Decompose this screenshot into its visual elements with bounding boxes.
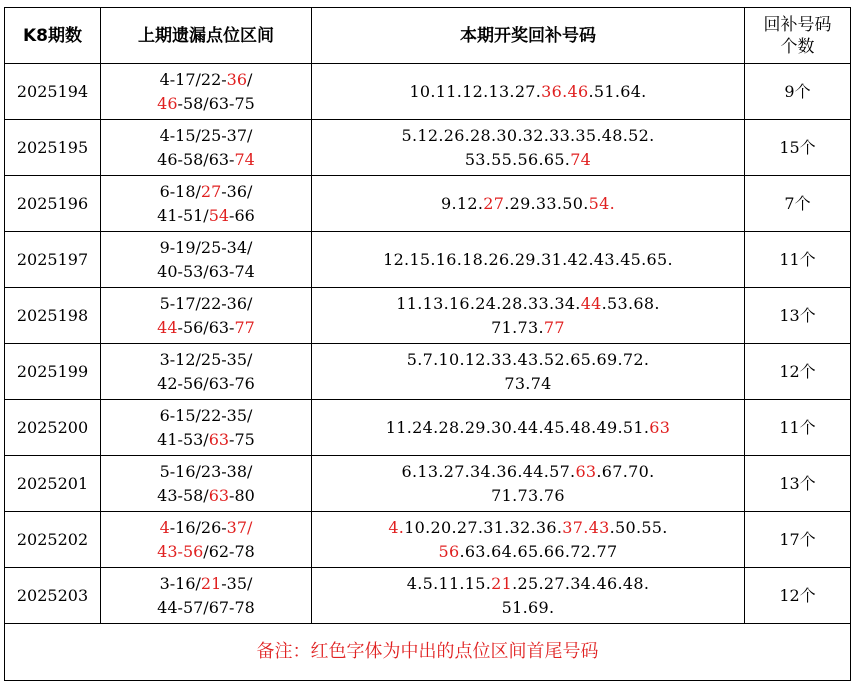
- cell-line: [103, 540, 309, 564]
- highlight-number: 54.: [588, 193, 615, 213]
- highlight-number: 21: [200, 573, 222, 593]
- numbers-cell: [312, 232, 745, 288]
- header-period: K8期数: [5, 8, 101, 64]
- highlight-number: 27: [483, 193, 505, 213]
- number-text: /: [247, 69, 253, 89]
- number-text: 12.15.16.18.26.29.31.42.43.45.65.: [383, 249, 673, 269]
- cell-line: [103, 148, 309, 172]
- number-text: 9-19/25-34/: [159, 237, 253, 257]
- number-text: 5-17/22-36/: [159, 293, 253, 313]
- number-text: .67.70.: [596, 461, 655, 481]
- header-row: [5, 8, 851, 64]
- range-cell: [101, 568, 312, 624]
- numbers-cell: [312, 568, 745, 624]
- table-row: [5, 512, 851, 568]
- highlight-number: 74: [570, 149, 592, 169]
- numbers-cell: [312, 400, 745, 456]
- number-text: 41-53/: [157, 429, 209, 449]
- number-text: .25.27.34.46.48.: [512, 573, 650, 593]
- count-cell: 13个: [745, 288, 851, 344]
- cell-line: [103, 428, 309, 452]
- number-text: 6-15/22-35/: [159, 405, 253, 425]
- period-cell: 2025199: [5, 344, 101, 400]
- table-row: [5, 456, 851, 512]
- range-cell: [101, 456, 312, 512]
- count-cell: 12个: [745, 568, 851, 624]
- number-text: 73.74: [504, 373, 552, 393]
- cell-line: [314, 316, 742, 340]
- cell-line: [103, 572, 309, 596]
- number-text: 9.12.: [441, 193, 484, 213]
- number-text: 40-53/63-74: [157, 261, 255, 281]
- number-text: 11.13.16.24.28.33.34.: [396, 293, 581, 313]
- period-cell: 2025200: [5, 400, 101, 456]
- range-cell: [101, 64, 312, 120]
- number-text: 5.12.26.28.30.32.33.35.48.52.: [401, 125, 655, 145]
- number-text: .63.64.65.66.72.77: [459, 541, 618, 561]
- number-text: 46-58/63-: [157, 149, 235, 169]
- number-text: -35/: [221, 573, 253, 593]
- cell-line: [103, 92, 309, 116]
- range-cell: [101, 400, 312, 456]
- number-text: -36/: [221, 181, 253, 201]
- cell-line: [314, 292, 742, 316]
- highlight-number: 63: [208, 429, 230, 449]
- table-row: [5, 568, 851, 624]
- cell-line: [103, 180, 309, 204]
- cell-line: [314, 540, 742, 564]
- number-text: -56/63-: [177, 317, 235, 337]
- number-text: 3-12/25-35/: [159, 349, 253, 369]
- cell-line: [103, 260, 309, 284]
- number-text: 71.73.76: [491, 485, 565, 505]
- period-cell: 2025195: [5, 120, 101, 176]
- number-text: 71.73.: [491, 317, 544, 337]
- cell-line: [314, 596, 742, 620]
- cell-line: [103, 236, 309, 260]
- numbers-cell: [312, 288, 745, 344]
- period-cell: 2025197: [5, 232, 101, 288]
- table-row: [5, 288, 851, 344]
- lottery-table: [4, 7, 851, 681]
- range-cell: [101, 176, 312, 232]
- cell-line: [103, 596, 309, 620]
- range-cell: [101, 512, 312, 568]
- count-cell: 11个: [745, 232, 851, 288]
- highlight-number: 46: [157, 93, 178, 113]
- number-text: 41-51/: [157, 205, 209, 225]
- note-row: [5, 624, 851, 681]
- cell-line: [103, 124, 309, 148]
- cell-line: [103, 348, 309, 372]
- number-text: .50.55.: [609, 517, 668, 537]
- number-text: 42-56/63-76: [157, 373, 255, 393]
- cell-line: [103, 484, 309, 508]
- cell-line: [314, 484, 742, 508]
- table-row: [5, 400, 851, 456]
- table-row: [5, 232, 851, 288]
- number-text: 5-16/23-38/: [159, 461, 253, 481]
- number-text: -66: [229, 205, 255, 225]
- number-text: 10.20.27.31.32.36.: [404, 517, 563, 537]
- count-cell: 9个: [745, 64, 851, 120]
- highlight-number: 36: [226, 69, 248, 89]
- header-range: 上期遗漏点位区间: [101, 8, 312, 64]
- number-text: 53.55.56.65.: [464, 149, 571, 169]
- highlight-number: 27: [200, 181, 222, 201]
- highlight-number: 36.46: [541, 81, 589, 101]
- number-text: 44-57/67-78: [157, 597, 255, 617]
- table-row: [5, 176, 851, 232]
- range-cell: [101, 288, 312, 344]
- table-row: [5, 120, 851, 176]
- highlight-number: 56: [438, 541, 460, 561]
- cell-line: [314, 248, 742, 272]
- number-text: 6.13.27.34.36.44.57.: [401, 461, 576, 481]
- number-text: /62-78: [203, 541, 255, 561]
- count-cell: 17个: [745, 512, 851, 568]
- cell-line: [314, 572, 742, 596]
- period-cell: 2025196: [5, 176, 101, 232]
- highlight-number: 54: [208, 205, 230, 225]
- highlight-number: 63: [649, 417, 671, 437]
- period-cell: 2025194: [5, 64, 101, 120]
- period-cell: 2025201: [5, 456, 101, 512]
- range-cell: [101, 232, 312, 288]
- count-cell: 7个: [745, 176, 851, 232]
- number-text: .29.33.50.: [504, 193, 589, 213]
- highlight-number: 37.43: [562, 517, 610, 537]
- number-text: .53.68.: [601, 293, 660, 313]
- number-text: 10.11.12.13.27.: [409, 81, 542, 101]
- highlight-number: 63: [208, 485, 230, 505]
- number-text: 4-17/22-: [159, 69, 227, 89]
- note-text: 备注：红色字体为中出的点位区间首尾号码: [5, 624, 851, 681]
- numbers-cell: [312, 456, 745, 512]
- period-cell: 2025198: [5, 288, 101, 344]
- number-text: 4-15/25-37/: [159, 125, 253, 145]
- number-text: 5.7.10.12.33.43.52.65.69.72.: [406, 349, 650, 369]
- number-text: -80: [229, 485, 255, 505]
- highlight-number: 77: [234, 317, 255, 337]
- number-text: .51.64.: [588, 81, 647, 101]
- number-text: 11.24.28.29.30.44.45.48.49.51.: [385, 417, 650, 437]
- number-text: 51.69.: [501, 597, 555, 617]
- count-cell: 12个: [745, 344, 851, 400]
- period-cell: 2025202: [5, 512, 101, 568]
- range-cell: [101, 120, 312, 176]
- number-text: -58/63-75: [177, 93, 255, 113]
- cell-line: [103, 516, 309, 540]
- count-cell: 13个: [745, 456, 851, 512]
- count-cell: 11个: [745, 400, 851, 456]
- table-row: [5, 64, 851, 120]
- cell-line: [314, 460, 742, 484]
- highlight-number: 44: [157, 317, 178, 337]
- header-count: [745, 8, 851, 64]
- cell-line: [314, 516, 742, 540]
- highlight-number: 74: [234, 149, 255, 169]
- cell-line: [103, 404, 309, 428]
- cell-line: [314, 124, 742, 148]
- number-text: -16/26-: [169, 517, 227, 537]
- number-text: 4.5.11.15.: [406, 573, 492, 593]
- cell-line: [314, 148, 742, 172]
- count-cell: 15个: [745, 120, 851, 176]
- header-count-line2: 个数: [780, 36, 815, 57]
- cell-line: [103, 292, 309, 316]
- highlight-number: 4.: [388, 517, 405, 537]
- highlight-number: 43-56: [157, 541, 204, 561]
- number-text: 3-16/: [159, 573, 201, 593]
- highlight-number: 4: [159, 517, 170, 537]
- highlight-number: 37/: [226, 517, 253, 537]
- cell-line: [103, 68, 309, 92]
- cell-line: [314, 416, 742, 440]
- range-cell: [101, 344, 312, 400]
- numbers-cell: [312, 512, 745, 568]
- header-count-line1: 回补号码: [763, 14, 832, 35]
- highlight-number: 63: [575, 461, 597, 481]
- cell-line: [103, 204, 309, 228]
- cell-line: [314, 192, 742, 216]
- cell-line: [314, 372, 742, 396]
- cell-line: [103, 460, 309, 484]
- number-text: -75: [229, 429, 255, 449]
- highlight-number: 44: [580, 293, 602, 313]
- cell-line: [314, 348, 742, 372]
- numbers-cell: [312, 64, 745, 120]
- numbers-cell: [312, 344, 745, 400]
- numbers-cell: [312, 176, 745, 232]
- table-row: [5, 344, 851, 400]
- highlight-number: 77: [543, 317, 565, 337]
- cell-line: [103, 316, 309, 340]
- number-text: 6-18/: [159, 181, 201, 201]
- numbers-cell: [312, 120, 745, 176]
- cell-line: [314, 80, 742, 104]
- highlight-number: 21: [491, 573, 513, 593]
- cell-line: [103, 372, 309, 396]
- header-numbers: 本期开奖回补号码: [312, 8, 745, 64]
- number-text: 43-58/: [157, 485, 209, 505]
- period-cell: 2025203: [5, 568, 101, 624]
